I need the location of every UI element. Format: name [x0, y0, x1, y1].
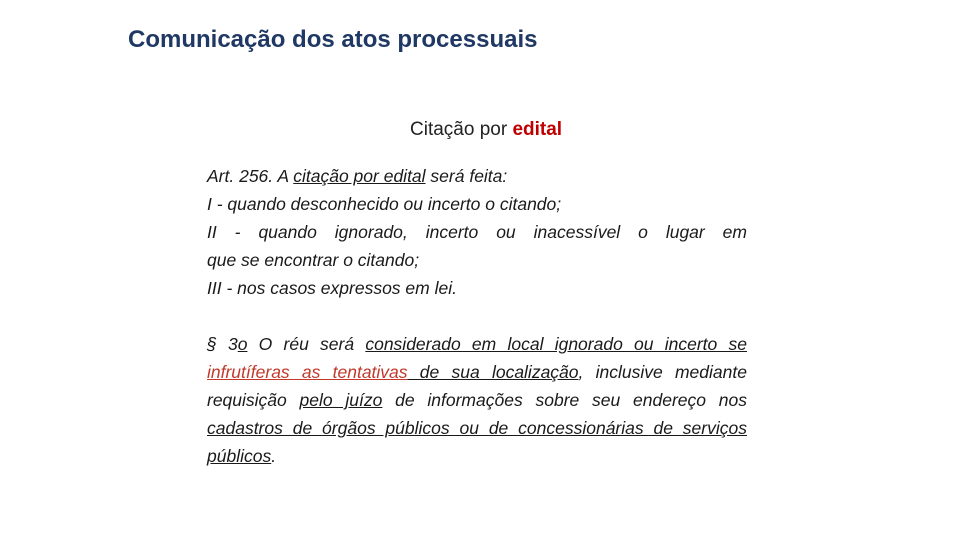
article-item-1: I - quando desconhecido ou incerto o citando; — [207, 194, 562, 214]
article-256 — [207, 162, 747, 302]
paragraph-text: , inclusive mediante requisição — [207, 362, 747, 410]
paragraph-underlined-phrase: cadastros de órgãos públicos ou de concessionárias de serviços públicos — [207, 418, 747, 466]
paragraph-ordinal: o — [237, 334, 248, 354]
article-item-2-continuation: que se encontrar o citando; — [207, 250, 420, 270]
slide-title: Comunicação dos atos processuais — [128, 26, 538, 53]
paragraph-text: de informações sobre seu endereço nos — [382, 390, 747, 410]
article-item-3: III - nos casos expressos em lei. — [207, 278, 457, 298]
paragraph-marker: § 3 — [207, 334, 238, 354]
paragraph-3 — [207, 330, 747, 470]
paragraph-underlined-phrase: pelo juízo — [299, 390, 383, 410]
article-body — [207, 162, 747, 470]
subtitle-prefix: Citação por — [410, 119, 513, 140]
paragraph-highlighted-phrase: infrutíferas as tentativas — [207, 362, 408, 382]
paragraph-text: . — [271, 446, 277, 466]
paragraph-text: O réu será — [247, 334, 366, 354]
paragraph-underlined-phrase: de sua localização — [407, 362, 579, 382]
article-heading-end: será feita: — [425, 166, 508, 186]
article-item-2: II - quando ignorado, incerto ou inacessível o lugar em — [207, 222, 747, 242]
article-key-term: citação por edital — [293, 166, 426, 186]
subtitle-accent: edital — [512, 119, 563, 140]
section-subtitle — [410, 119, 562, 141]
paragraph-underlined-phrase: considerado em local ignorado ou incerto se — [365, 334, 747, 354]
article-number: Art. 256. A — [207, 166, 294, 186]
article-heading-line — [207, 162, 747, 190]
